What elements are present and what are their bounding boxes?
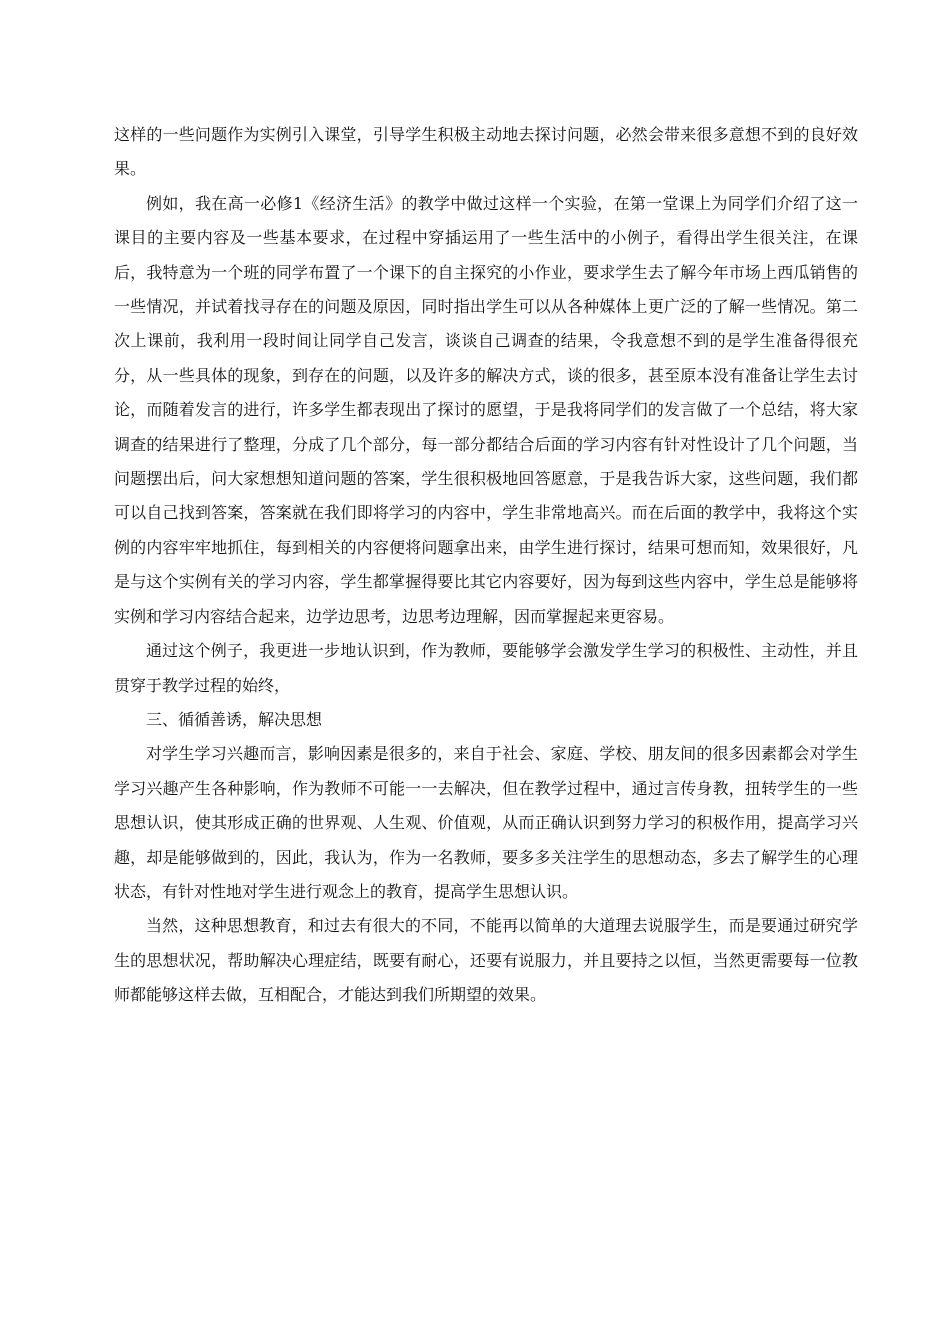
paragraph-influence: 对学生学习兴趣而言，影响因素是很多的，来自于社会、家庭、学校、朋友间的很多因素都会对学生学习兴趣产生各种影响，作为教师不可能一一去解决，但在教学过程中，通过言传身教，扭转学生的一些思想认识，使其形成正确的世界观、人生观、价值观，从而正确认识到努力学习的积极作用，提高学习兴趣，却是能够做到的，因此，我认为，作为一名教师，要多多关注学生的思想动态，多去了解学生的心理状态，有针对性地对学生进行观念上的教育，提高学生思想认识。 xyxy=(114,744,858,901)
paragraph-example: 例如，我在高一必修1《经济生活》的教学中做过这样一个实验，在第一堂课上为同学们介绍了这一课目的主要内容及一些基本要求，在过程中穿插运用了一些生活中的小例子，看得出学生很关注，在课后，我特意为一个班的同学布置了一个课下的自主探究的小作业，要求学生去了解今年市场上西瓜销售的一些情况，并试着找寻存在的问题及原因，同时指出学生可以从各种媒体上更广泛的了解一些情况。第二次上课前，我利用一段时间让同学自己发言，谈谈自己调查的结果，令我意想不到的是学生准备得很充分，从一些具体的现象，到存在的问题，以及许多的解决方式，谈的很多，甚至原本没有准备让学生去讨论，而随着发言的进行，许多学生都表现出了探讨的愿望，于是我将同学们的发言做了一个总结，将大家调查的结果进行了整理，分成了几个部分，每一部分都结合后面的学习内容有针对性设计了几个问题，当问题摆出后，问大家想想知道问题的答案，学生很积极地回答愿意，于是我告诉大家，这些问题，我们都可以自己找到答案，答案就在我们即将学习的内容中，学生非常地高兴。而在后面的教学中，我将这个实例的内容牢牢地抓住，每到相关的内容便将问题拿出来，由学生进行探讨，结果可想而知，效果很好，凡是与这个实例有关的学习内容，学生都掌握得要比其它内容要好，因为每到这些内容中，学生总是能够将实例和学习内容结合起来，边学边思考，边思考边理解，因而掌握起来更容易。 xyxy=(114,193,858,626)
section-heading: 三、循循善诱，解决思想 xyxy=(146,709,323,729)
paragraph-continued: 这样的一些问题作为实例引入课堂，引导学生积极主动地去探讨问题，必然会带来很多意想不到的良好效果。 xyxy=(114,125,858,179)
paragraph-thought-education: 当然，这种思想教育，和过去有很大的不同，不能再以简单的大道理去说服学生，而是要通过研究学生的思想状况，帮助解决心理症结，既要有耐心，还要有说服力，并且要持之以恒，当然更需要每一位教师都能够这样去做，互相配合，才能达到我们所期望的效果。 xyxy=(114,916,858,1005)
paragraph-conclusion: 通过这个例子，我更进一步地认识到，作为教师，要能够学会激发学生学习的积极性、主动性，并且贯穿于教学过程的始终， xyxy=(114,641,858,695)
document-body xyxy=(114,118,858,1013)
